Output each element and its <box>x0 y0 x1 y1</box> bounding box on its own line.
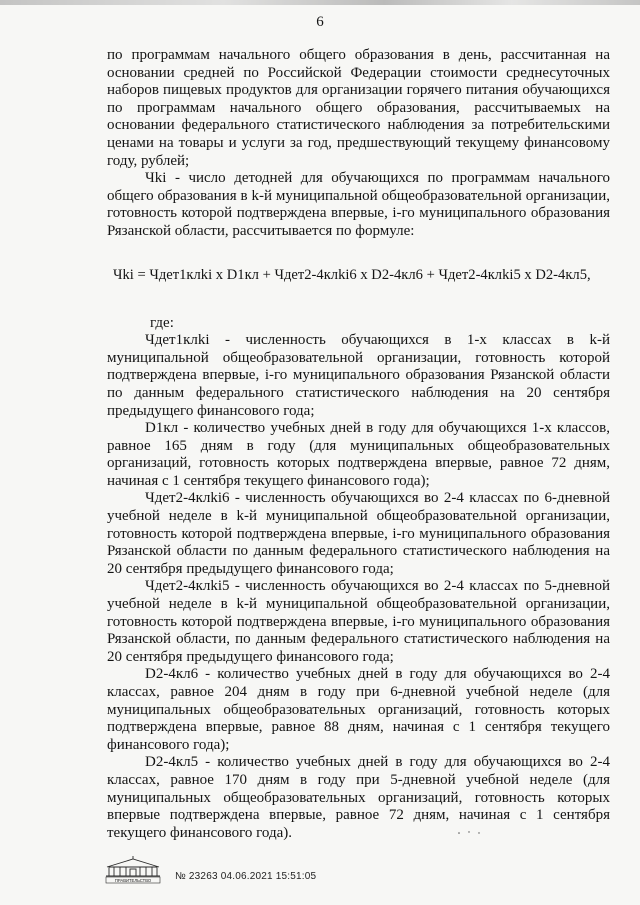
scan-edge <box>0 0 640 5</box>
definition-item: D2-4кл6 - количество учебных дней в году для обучающихся во 2-4 классах, равное 204 дням в году при 6-дневной учебной неделе (для муниципальных общеобразовательных организаций, готовность которых подтверждена впервые, равное 88 дням, начиная с 1 сентября текущего финансового года); <box>107 666 610 753</box>
paragraph-chki-definition: Чki - число детодней для обучающихся по программам начального общего образования в k-й муниципальной общеобразовательной организации, готовность которой подтверждена впервые, i-го муниципального образования Рязанской области, рассчитывается по формуле: <box>107 170 610 239</box>
where-label: где: <box>150 314 174 331</box>
page-number: 6 <box>316 14 324 30</box>
svg-text:ПРАВИТЕЛЬСТВО: ПРАВИТЕЛЬСТВО <box>114 878 152 884</box>
registration-stamp: № 23263 04.06.2021 15:51:05 <box>175 871 317 882</box>
margin-marks <box>455 828 495 836</box>
document-body <box>107 47 610 842</box>
definition-item: Чдет2-4клki6 - численность обучающихся во 2-4 классах по 6-дневной учебной неделе в k-й муниципальной общеобразовательной организации, готовность которой подтверждена впервые, i-го муниципального образования Рязанской области по данным федерального статистического наблюдения на 20 сентября предыдущего финансового года; <box>107 490 610 577</box>
definition-item: D1кл - количество учебных дней в году для обучающихся 1-х классов, равное 165 дням в году (для муниципальных общеобразовательных организаций, готовность которых подтверждена впервые, равное 72 дням, начиная с 1 сентября текущего финансового года); <box>107 420 610 489</box>
definition-item: Чдет2-4клki5 - численность обучающихся во 2-4 классах по 5-дневной учебной неделе в k-й муниципальной общеобразовательной организации, готовность которой подтверждена впервые, i-го муниципального образования Рязанской области, по данным федерального статистического наблюдения на 20 сентября предыдущего финансового года; <box>107 578 610 665</box>
definition-item: D2-4кл5 - количество учебных дней в году для обучающихся во 2-4 классах, равное 170 дням в году при 5-дневной учебной неделе (для муниципальных общеобразовательных организаций, готовность которых впервые подтверждена впервые, равное 72 дням, начиная с 1 сентября текущего финансового года). <box>107 754 610 841</box>
seal-caption <box>105 877 161 884</box>
formula: Чki = Чдет1клki x D1кл + Чдет2-4клki6 x D2-4кл6 + Чдет2-4клki5 x D2-4кл5, <box>113 266 591 283</box>
document-footer <box>105 856 405 896</box>
paragraph-continuation: по программам начального общего образования в день, рассчитанная на основании средней по Российской Федерации стоимости среднесуточных наборов пищевых продуктов для организации горячего питания обучающихся по программам начального общего образования, рассчитываемых на основании федерального статистического наблюдения за потребительскими ценами на товары и услуги за год, предшествующий текущему финансовому году, рублей; <box>107 47 610 169</box>
definition-item: Чдет1клki - численность обучающихся в 1-х классах в k-й муниципальной общеобразовательной организации, готовность которой подтверждена впервые, i-го муниципального образования Рязанской области по данным федерального статистического наблюдения на 20 сентября предыдущего финансового года; <box>107 332 610 419</box>
